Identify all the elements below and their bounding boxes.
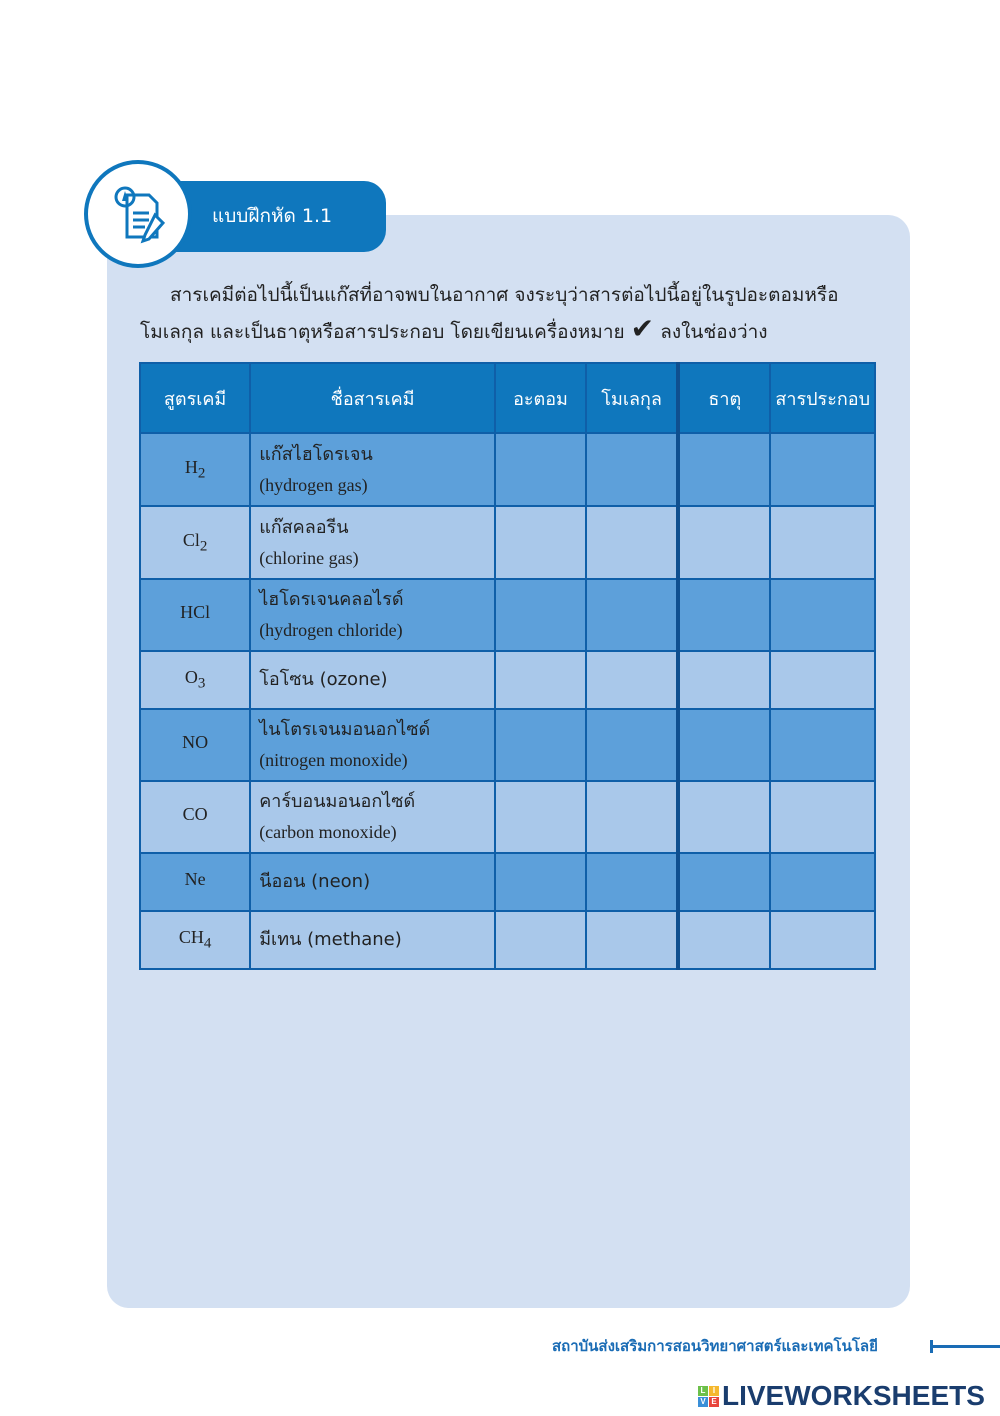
instruction-text: ลงในช่องว่าง (660, 321, 768, 343)
atom-answer-cell[interactable] (495, 651, 586, 709)
formula-cell (140, 651, 250, 709)
brand-name: LIVEWORKSHEETS (722, 1380, 985, 1411)
table-row (140, 709, 875, 781)
formula-cell (140, 709, 250, 781)
thai-name: ไนโตรเจนมอนอกไซด์ (259, 719, 431, 740)
formula: HCl (180, 602, 211, 623)
element-answer-cell[interactable] (678, 911, 770, 969)
name-cell (250, 911, 495, 969)
compound-answer-cell[interactable] (770, 853, 875, 911)
name-cell (250, 709, 495, 781)
table-row (140, 911, 875, 969)
formula-cell (140, 911, 250, 969)
column-header: สูตรเคมี (140, 363, 250, 433)
formula-subscript: 2 (199, 538, 208, 555)
instructions (140, 278, 900, 349)
formula-subscript: 2 (197, 465, 206, 482)
molecule-answer-cell[interactable] (586, 853, 678, 911)
element-answer-cell[interactable] (678, 853, 770, 911)
compound-answer-cell[interactable] (770, 709, 875, 781)
formula-cell (140, 781, 250, 853)
molecule-answer-cell[interactable] (586, 433, 678, 506)
thai-name: ไฮโดรเจนคลอไรด์ (259, 589, 404, 610)
logo-letter: I (709, 1386, 719, 1396)
instruction-line-1: สารเคมีต่อไปนี้เป็นแก๊สที่อาจพบในอากาศ จงระบุว่าสารต่อไปนี้อยู่ในรูปอะตอมหรือ (170, 284, 839, 306)
atom-answer-cell[interactable] (495, 709, 586, 781)
formula: Ne (184, 869, 206, 890)
formula-cell (140, 506, 250, 579)
footer-rule (930, 1345, 1000, 1348)
element-answer-cell[interactable] (678, 579, 770, 651)
formula-cell (140, 579, 250, 651)
compound-answer-cell[interactable] (770, 506, 875, 579)
thai-name: แก๊สไฮโดรเจน (259, 443, 373, 465)
atom-answer-cell[interactable] (495, 853, 586, 911)
table-row (140, 433, 875, 506)
english-name: (chlorine gas) (259, 547, 359, 568)
thai-name: แก๊สคลอรีน (259, 516, 349, 538)
logo-letter: E (709, 1397, 719, 1407)
table-row (140, 579, 875, 651)
formula-subscript: 3 (197, 675, 206, 692)
live-logo-icon (698, 1386, 719, 1407)
logo-letter: L (698, 1386, 708, 1396)
molecule-answer-cell[interactable] (586, 506, 678, 579)
thai-name: โอโซน (ozone) (259, 669, 388, 690)
table-row (140, 651, 875, 709)
compound-answer-cell[interactable] (770, 433, 875, 506)
formula-cell (140, 433, 250, 506)
molecule-answer-cell[interactable] (586, 579, 678, 651)
instruction-text: โมเลกุล และเป็นธาตุหรือสารประกอบ โดยเขียนเครื่องหมาย (140, 321, 625, 343)
atom-answer-cell[interactable] (495, 433, 586, 506)
thai-name: คาร์บอนมอนอกไซด์ (259, 791, 416, 812)
exercise-title: แบบฝึกหัด 1.1 (150, 181, 386, 252)
compound-answer-cell[interactable] (770, 579, 875, 651)
worksheet-pencil-icon (84, 160, 192, 268)
english-name: (nitrogen monoxide) (259, 750, 408, 770)
formula: O (184, 667, 198, 688)
formula: Cl (182, 529, 200, 550)
atom-answer-cell[interactable] (495, 911, 586, 969)
name-cell (250, 651, 495, 709)
logo-letter: V (698, 1397, 708, 1407)
formula-subscript: 4 (203, 935, 212, 952)
answer-table (139, 362, 876, 970)
instruction-line-2 (140, 312, 900, 349)
compound-answer-cell[interactable] (770, 781, 875, 853)
molecule-answer-cell[interactable] (586, 709, 678, 781)
atom-answer-cell[interactable] (495, 506, 586, 579)
formula: CH (178, 927, 204, 948)
name-cell (250, 579, 495, 651)
column-header: สารประกอบ (770, 363, 875, 433)
formula-cell (140, 853, 250, 911)
liveworksheets-logo (698, 1380, 985, 1412)
name-cell (250, 853, 495, 911)
compound-answer-cell[interactable] (770, 651, 875, 709)
formula: CO (182, 804, 208, 825)
checkmark-icon: ✔ (630, 312, 655, 345)
name-cell (250, 506, 495, 579)
column-header: อะตอม (495, 363, 586, 433)
compound-answer-cell[interactable] (770, 911, 875, 969)
table-row (140, 853, 875, 911)
name-cell (250, 433, 495, 506)
name-cell (250, 781, 495, 853)
atom-answer-cell[interactable] (495, 579, 586, 651)
english-name: (hydrogen gas) (259, 474, 368, 495)
institute-name: สถาบันส่งเสริมการสอนวิทยาศาสตร์และเทคโนโลยี (552, 1337, 878, 1355)
table-row (140, 781, 875, 853)
english-name: (hydrogen chloride) (259, 620, 403, 640)
element-answer-cell[interactable] (678, 781, 770, 853)
element-answer-cell[interactable] (678, 433, 770, 506)
molecule-answer-cell[interactable] (586, 911, 678, 969)
molecule-answer-cell[interactable] (586, 651, 678, 709)
formula: NO (182, 732, 209, 753)
molecule-answer-cell[interactable] (586, 781, 678, 853)
thai-name: นีออน (neon) (259, 871, 371, 892)
english-name: (carbon monoxide) (259, 822, 397, 842)
column-header: ชื่อสารเคมี (250, 363, 495, 433)
element-answer-cell[interactable] (678, 709, 770, 781)
atom-answer-cell[interactable] (495, 781, 586, 853)
element-answer-cell[interactable] (678, 651, 770, 709)
column-header: ธาตุ (678, 363, 770, 433)
column-header: โมเลกุล (586, 363, 678, 433)
formula: H (184, 456, 198, 477)
table-row (140, 506, 875, 579)
element-answer-cell[interactable] (678, 506, 770, 579)
thai-name: มีเทน (methane) (259, 929, 402, 950)
